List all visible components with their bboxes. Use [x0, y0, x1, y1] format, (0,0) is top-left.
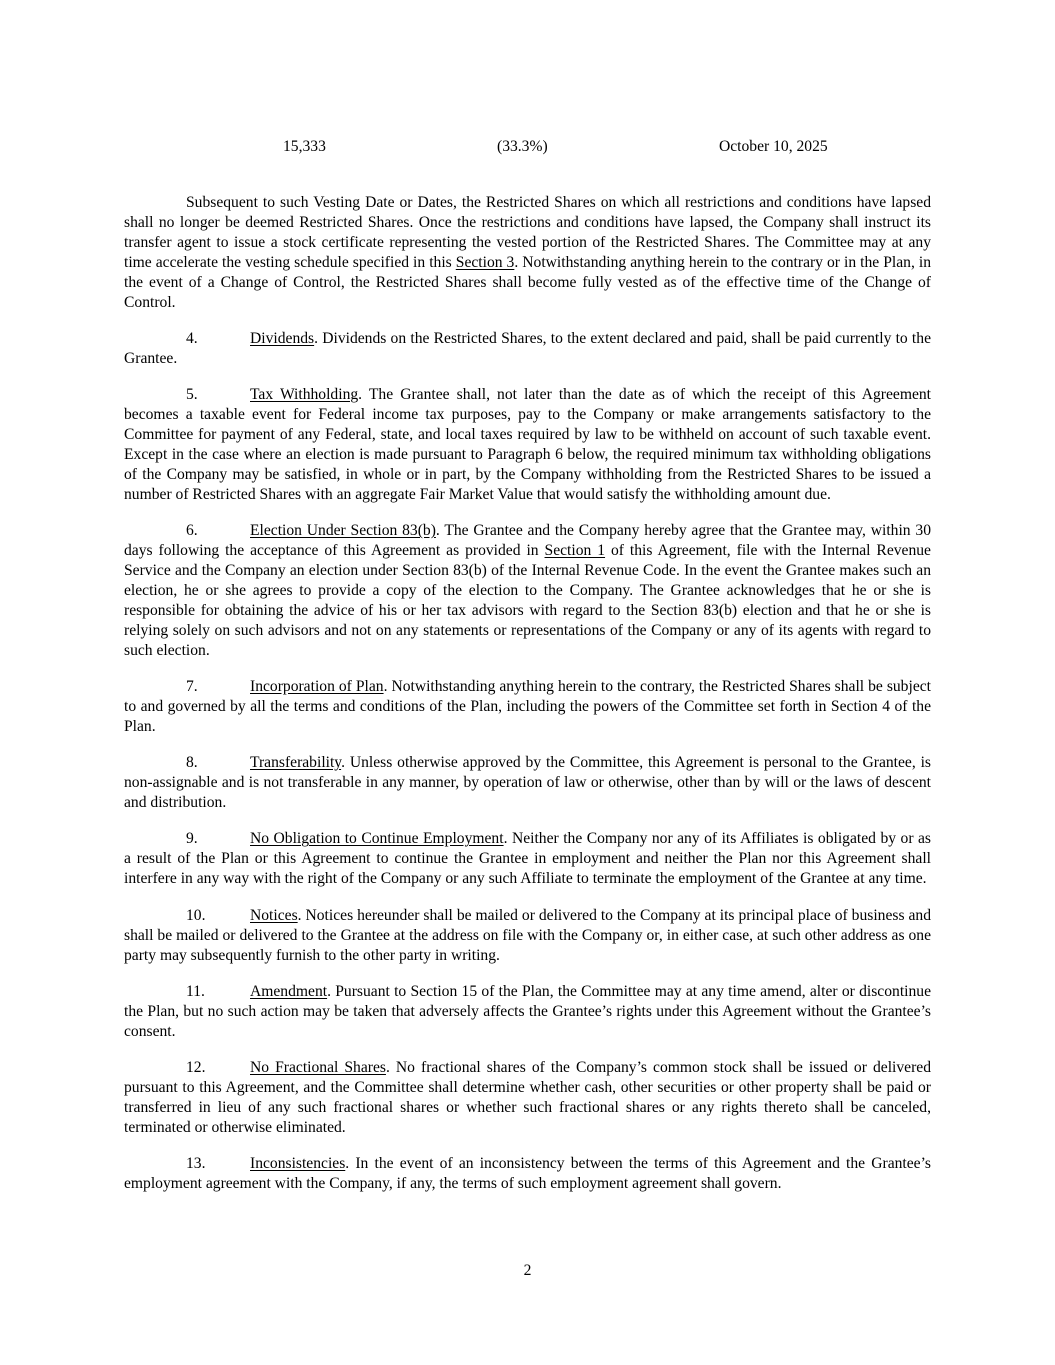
section-number: 6.: [186, 522, 198, 540]
section-heading: No Fractional Shares: [250, 1059, 386, 1077]
vesting-paragraph-text-b: . Notwithstanding anything herein to the contrary or in the Plan, in the event of a Change of Control, the Restricted Shares shall become fully vested as of the effective time of the Change of Control.: [124, 253, 931, 311]
section-6-election-83b: [124, 521, 931, 660]
section-number: 8.: [186, 754, 198, 772]
section-heading: Election Under Section 83(b): [250, 522, 436, 540]
section-body: . Neither the Company nor any of its Affiliates is obligated by or as a result of the Plan or this Agreement to continue the Grantee in employment and neither the Plan nor this Agreement shall interfere in any way with the right of the Company or any such Affiliate to terminate the employment of the Grantee at any time.: [124, 830, 931, 888]
section-body: . Pursuant to Section 15 of the Plan, the Committee may at any time amend, alter or discontinue the Plan, but no such action may be taken that adversely affects the Grantee’s rights under this Agreement without the Grantee’s consent.: [124, 982, 931, 1040]
vesting-shares: 15,333: [283, 138, 326, 155]
section-13-inconsistencies: [124, 1154, 931, 1194]
section-body: . In the event of an inconsistency between the terms of this Agreement and the Grantee’s employment agreement with the Company, if any, the terms of such employment agreement shall govern.: [124, 1155, 931, 1193]
document-body: [124, 193, 931, 1211]
section-3-reference: Section 3: [455, 253, 515, 271]
section-body: . Dividends on the Restricted Shares, to the extent declared and paid, shall be paid currently to the Grantee.: [124, 329, 931, 367]
section-11-amendment: [124, 982, 931, 1042]
section-body-a: . The Grantee and the Company hereby agree that the Grantee may, within 30 days following the acceptance of this Agreement as provided in: [124, 522, 931, 560]
page-number: 2: [523, 1262, 532, 1279]
section-heading: Inconsistencies: [250, 1155, 346, 1173]
section-4-dividends: [124, 329, 931, 369]
vesting-percent: (33.3%): [497, 138, 548, 155]
section-heading: Amendment: [250, 982, 328, 1000]
section-number: 12.: [186, 1059, 206, 1077]
section-10-notices: [124, 906, 931, 966]
section-number: 13.: [186, 1155, 206, 1173]
vesting-date: October 10, 2025: [719, 138, 828, 155]
section-number: 9.: [186, 830, 198, 848]
section-12-no-fractional-shares: [124, 1058, 931, 1138]
section-number: 11.: [186, 982, 205, 1000]
section-number: 4.: [186, 329, 198, 347]
section-1-reference: Section 1: [544, 542, 606, 560]
section-body: . Notices hereunder shall be mailed or delivered to the Company at its principal place of business and shall be mailed or delivered to the Grantee at the address on file with the Company or, in either case, at such other address as one party may subsequently furnish to the other party in writing.: [124, 906, 931, 964]
section-heading: Transferability: [250, 754, 342, 772]
section-heading: Dividends: [250, 329, 315, 347]
section-number: 5.: [186, 386, 198, 404]
section-8-transferability: [124, 753, 931, 813]
section-body-b: of this Agreement, file with the Internal Revenue Service and the Company an election under Section 83(b) of the Internal Revenue Code. In the event the Grantee makes such an election, he or she agrees to provide a copy of the election to the Company. The Grantee acknowledges that he or she is responsible for obtaining the advice of his or her tax advisors with regard to the Section 83(b) election and that he or she is relying solely on such advisors and not on any statements or representations of the Company or any of its agents with regard to such election.: [124, 542, 931, 659]
section-9-no-obligation: [124, 829, 931, 889]
section-number: 10.: [186, 906, 206, 924]
section-5-tax-withholding: [124, 385, 931, 504]
section-number: 7.: [186, 678, 198, 696]
vesting-schedule-row: [0, 137, 1055, 157]
section-7-incorporation-of-plan: [124, 677, 931, 737]
section-heading: Incorporation of Plan: [250, 678, 384, 696]
section-body: . No fractional shares of the Company’s common stock shall be issued or delivered pursuant to this Agreement, and the Committee shall determine whether cash, other securities or other property shall be paid or transferred in lieu of any such fractional shares or whether such fractional shares or any rights thereto shall be canceled, terminated or otherwise eliminated.: [124, 1059, 931, 1136]
vesting-paragraph-text-a: Subsequent to such Vesting Date or Dates, the Restricted Shares on which all restrictions and conditions have lapsed shall no longer be deemed Restricted Shares. Once the restrictions and conditions have lapsed, the Company shall instruct its transfer agent to issue a stock certificate representing the vested portion of the Restricted Shares. The Committee may at any time accelerate the vesting schedule specified in this: [124, 194, 931, 271]
section-body: . Unless otherwise approved by the Committee, this Agreement is personal to the Grantee, is non-assignable and is not transferable in any manner, by operation of law or otherwise, other than by will or the laws of descent and distribution.: [124, 754, 931, 812]
section-heading: Tax Withholding: [250, 386, 359, 404]
section-heading: Notices: [250, 906, 298, 924]
vesting-paragraph: [124, 193, 931, 312]
section-heading: No Obligation to Continue Employment: [250, 830, 504, 848]
section-body: . Notwithstanding anything herein to the contrary, the Restricted Shares shall be subject to and governed by all the terms and conditions of the Plan, including the powers of the Committee set forth in Section 4 of the Plan.: [124, 678, 931, 735]
section-body: . The Grantee shall, not later than the date as of which the receipt of this Agreement becomes a taxable event for Federal income tax purposes, pay to the Company or make arrangements satisfactory to the Committee for payment of any Federal, state, and local taxes required by law to be withheld on account of such taxable event. Except in the case where an election is made pursuant to Paragraph 6 below, the required minimum tax withholding obligations of the Company may be satisfied, in whole or in part, by the Company withholding from the Restricted Shares to be issued a number of Restricted Shares with an aggregate Fair Market Value that would satisfy the withholding amount due.: [124, 386, 932, 503]
